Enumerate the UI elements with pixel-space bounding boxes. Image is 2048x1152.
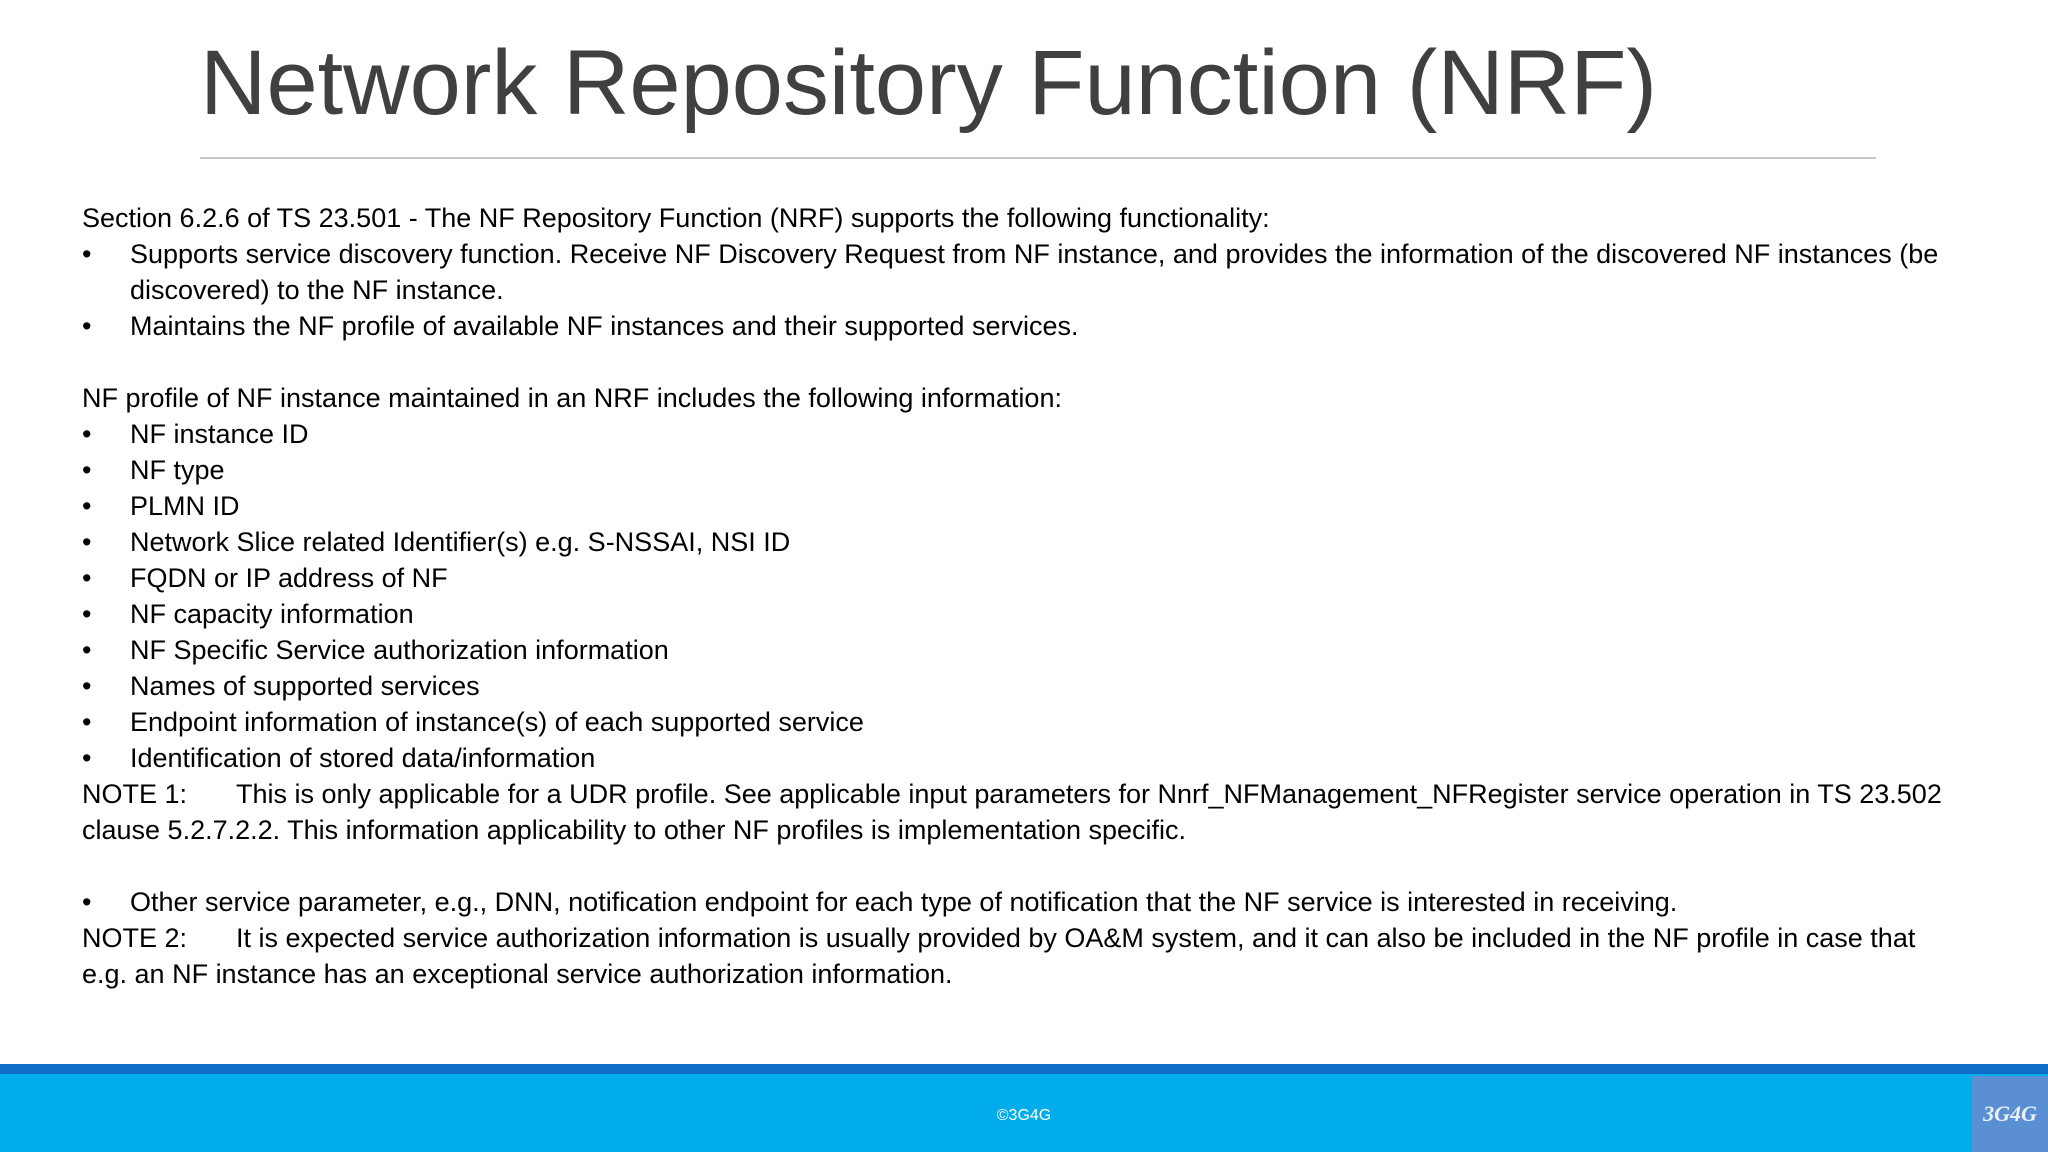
bullet-icon: • [82,491,92,521]
bullet-icon: • [82,311,92,341]
bullet-icon: • [82,527,92,557]
bullet-text: FQDN or IP address of NF [130,563,448,593]
spacer [82,344,1948,380]
bullet-text: Network Slice related Identifier(s) e.g. S-NSSAI, NSI ID [130,527,791,557]
profile-bullet [82,668,1948,704]
note-1-label: NOTE 1: [82,779,188,809]
function-bullet [82,236,1948,308]
bullet-icon: • [82,671,92,701]
bullet-text: PLMN ID [130,491,240,521]
bullet-icon: • [82,707,92,737]
note-1-text: This is only applicable for a UDR profile. See applicable input parameters for Nnrf_NFManagement_NFRegister service operation in TS 23.502 clause 5.2.7.2.2. This information applicability to other NF profiles is implementation specific. [82,779,1950,845]
bullet-text: NF capacity information [130,599,414,629]
note-2-label: NOTE 2: [82,923,188,953]
bullet-icon: • [82,239,92,269]
spacer [82,848,1948,884]
title-divider [200,157,1876,159]
footer-copyright: ©3G4G [996,1107,1052,1124]
bullet-icon: • [82,887,92,917]
profile-bullet [82,704,1948,740]
bullet-icon: • [82,599,92,629]
bullet-text: Supports service discovery function. Receive NF Discovery Request from NF instance, and provides the information of the discovered NF instances (be discovered) to the NF instance. [130,239,1939,305]
bullet-icon: • [82,743,92,773]
profile-bullet [82,560,1948,596]
bullet-text: NF type [130,455,225,485]
bullet-text: NF instance ID [130,419,309,449]
note-1 [82,776,1948,848]
profile-bullet [82,740,1948,776]
function-bullet [82,308,1948,344]
profile-bullet [82,596,1948,632]
bullet-icon: • [82,419,92,449]
bullet-icon: • [82,563,92,593]
footer-accent-line [0,1064,2048,1074]
profile-bullet [82,416,1948,452]
profile-bullet [82,452,1948,488]
profile-bullet [82,632,1948,668]
profile-bullet [82,488,1948,524]
bullet-icon: • [82,635,92,665]
bullet-text: Endpoint information of instance(s) of each supported service [130,707,864,737]
bullet-text: Maintains the NF profile of available NF instances and their supported services. [130,311,1079,341]
bullet-icon: • [82,455,92,485]
slide-title: Network Repository Function (NRF) [200,32,1658,134]
slide-content [82,200,1948,992]
bullet-text: Identification of stored data/information [130,743,596,773]
brand-logo: 3G4G [1972,1076,2048,1152]
intro-text: Section 6.2.6 of TS 23.501 - The NF Repository Function (NRF) supports the following functionality: [82,203,1270,233]
note-2-text: It is expected service authorization information is usually provided by OA&M system, and it can also be included in the NF profile in case that e.g. an NF instance has an exceptional service authorization information. [82,923,1923,989]
bullet-text: Other service parameter, e.g., DNN, notification endpoint for each type of notification that the NF service is interested in receiving. [130,887,1678,917]
profile-intro-text: NF profile of NF instance maintained in an NRF includes the following information: [82,383,1062,413]
bullet-text: Names of supported services [130,671,480,701]
bullet-text: NF Specific Service authorization information [130,635,669,665]
profile-bullet [82,524,1948,560]
other-service-bullet [82,884,1948,920]
note-2 [82,920,1948,992]
